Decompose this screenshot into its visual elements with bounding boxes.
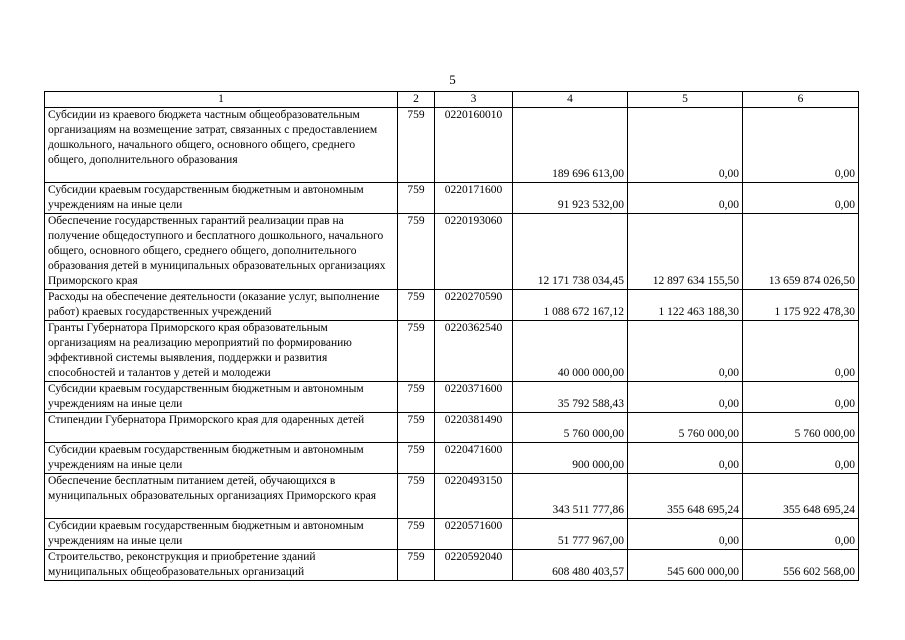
column-header: 5 bbox=[628, 92, 743, 108]
table-row bbox=[45, 321, 859, 382]
row-value-col6-cell: 1 175 922 478,30 bbox=[743, 290, 859, 321]
table-row bbox=[45, 214, 859, 290]
row-code-cell: 759 bbox=[398, 550, 435, 581]
row-value-col4-cell: 35 792 588,43 bbox=[513, 382, 628, 413]
row-name-cell: Обеспечение бесплатным питанием детей, обучающихся в муниципальных образовательных организациях Приморского края bbox=[45, 474, 398, 519]
row-name-cell: Субсидии краевым государственным бюджетным и автономным учреждениям на иные цели bbox=[45, 443, 398, 474]
row-target-code-cell: 0220571600 bbox=[435, 519, 513, 550]
row-value-col4-cell: 343 511 777,86 bbox=[513, 474, 628, 519]
row-value-col6-cell: 0,00 bbox=[743, 321, 859, 382]
row-target-code-cell: 0220493150 bbox=[435, 474, 513, 519]
row-target-code-cell: 0220592040 bbox=[435, 550, 513, 581]
row-value-col4-cell: 608 480 403,57 bbox=[513, 550, 628, 581]
row-target-code-cell: 0220270590 bbox=[435, 290, 513, 321]
column-header: 2 bbox=[398, 92, 435, 108]
table-row bbox=[45, 382, 859, 413]
row-value-col5-cell: 0,00 bbox=[628, 321, 743, 382]
table-header-row bbox=[45, 92, 859, 108]
row-value-col6-cell: 0,00 bbox=[743, 519, 859, 550]
row-target-code-cell: 0220381490 bbox=[435, 413, 513, 443]
row-name-cell: Субсидии краевым государственным бюджетным и автономным учреждениям на иные цели bbox=[45, 183, 398, 214]
table-row bbox=[45, 290, 859, 321]
row-value-col5-cell: 545 600 000,00 bbox=[628, 550, 743, 581]
row-name-cell: Субсидии краевым государственным бюджетным и автономным учреждениям на иные цели bbox=[45, 382, 398, 413]
row-target-code-cell: 0220171600 bbox=[435, 183, 513, 214]
row-name-cell: Субсидии из краевого бюджета частным общеобразовательным организациям на возмещение затрат, связанных с предоставлением дошкольного, начального общего, основного общего, среднего общего, дополнительного образования bbox=[45, 108, 398, 183]
table-row bbox=[45, 108, 859, 183]
row-value-col5-cell: 1 122 463 188,30 bbox=[628, 290, 743, 321]
row-name-cell: Расходы на обеспечение деятельности (оказание услуг, выполнение работ) краевых государственных учреждений bbox=[45, 290, 398, 321]
row-value-col6-cell: 5 760 000,00 bbox=[743, 413, 859, 443]
row-value-col4-cell: 12 171 738 034,45 bbox=[513, 214, 628, 290]
row-code-cell: 759 bbox=[398, 382, 435, 413]
column-header: 4 bbox=[513, 92, 628, 108]
row-code-cell: 759 bbox=[398, 108, 435, 183]
row-target-code-cell: 0220193060 bbox=[435, 214, 513, 290]
row-target-code-cell: 0220362540 bbox=[435, 321, 513, 382]
row-value-col4-cell: 1 088 672 167,12 bbox=[513, 290, 628, 321]
row-value-col6-cell: 0,00 bbox=[743, 183, 859, 214]
row-code-cell: 759 bbox=[398, 413, 435, 443]
row-value-col5-cell: 0,00 bbox=[628, 183, 743, 214]
row-value-col4-cell: 51 777 967,00 bbox=[513, 519, 628, 550]
table-row bbox=[45, 474, 859, 519]
row-target-code-cell: 0220471600 bbox=[435, 443, 513, 474]
row-code-cell: 759 bbox=[398, 183, 435, 214]
row-value-col6-cell: 0,00 bbox=[743, 382, 859, 413]
row-code-cell: 759 bbox=[398, 474, 435, 519]
row-value-col4-cell: 91 923 532,00 bbox=[513, 183, 628, 214]
row-value-col4-cell: 900 000,00 bbox=[513, 443, 628, 474]
table-row bbox=[45, 443, 859, 474]
row-value-col4-cell: 189 696 613,00 bbox=[513, 108, 628, 183]
row-code-cell: 759 bbox=[398, 321, 435, 382]
row-name-cell: Гранты Губернатора Приморского края образовательным организациям на реализацию мероприятий по формированию эффективной системы выявления, поддержки и развития способностей и талантов у детей и молодежи bbox=[45, 321, 398, 382]
row-value-col5-cell: 5 760 000,00 bbox=[628, 413, 743, 443]
row-code-cell: 759 bbox=[398, 443, 435, 474]
column-header: 3 bbox=[435, 92, 513, 108]
row-value-col4-cell: 5 760 000,00 bbox=[513, 413, 628, 443]
row-name-cell: Стипендии Губернатора Приморского края для одаренных детей bbox=[45, 413, 398, 443]
row-target-code-cell: 0220371600 bbox=[435, 382, 513, 413]
row-value-col6-cell: 0,00 bbox=[743, 108, 859, 183]
row-value-col6-cell: 355 648 695,24 bbox=[743, 474, 859, 519]
row-value-col6-cell: 556 602 568,00 bbox=[743, 550, 859, 581]
row-value-col5-cell: 355 648 695,24 bbox=[628, 474, 743, 519]
row-value-col4-cell: 40 000 000,00 bbox=[513, 321, 628, 382]
row-value-col6-cell: 0,00 bbox=[743, 443, 859, 474]
row-value-col6-cell: 13 659 874 026,50 bbox=[743, 214, 859, 290]
row-code-cell: 759 bbox=[398, 290, 435, 321]
row-value-col5-cell: 0,00 bbox=[628, 519, 743, 550]
budget-table bbox=[44, 91, 859, 581]
page-number: 5 bbox=[449, 72, 456, 87]
row-code-cell: 759 bbox=[398, 214, 435, 290]
table-row bbox=[45, 550, 859, 581]
row-name-cell: Строительство, реконструкция и приобретение зданий муниципальных общеобразовательных организаций bbox=[45, 550, 398, 581]
table-row bbox=[45, 183, 859, 214]
row-value-col5-cell: 0,00 bbox=[628, 108, 743, 183]
row-value-col5-cell: 12 897 634 155,50 bbox=[628, 214, 743, 290]
column-header: 6 bbox=[743, 92, 859, 108]
row-name-cell: Субсидии краевым государственным бюджетным и автономным учреждениям на иные цели bbox=[45, 519, 398, 550]
column-header: 1 bbox=[45, 92, 398, 108]
table-row bbox=[45, 413, 859, 443]
table-row bbox=[45, 519, 859, 550]
row-name-cell: Обеспечение государственных гарантий реализации прав на получение общедоступного и бесплатного дошкольного, начального общего, основного общего, среднего общего, дополнительного образования детей в муниципальных образовательных организациях Приморского края bbox=[45, 214, 398, 290]
row-value-col5-cell: 0,00 bbox=[628, 382, 743, 413]
row-target-code-cell: 0220160010 bbox=[435, 108, 513, 183]
row-code-cell: 759 bbox=[398, 519, 435, 550]
row-value-col5-cell: 0,00 bbox=[628, 443, 743, 474]
